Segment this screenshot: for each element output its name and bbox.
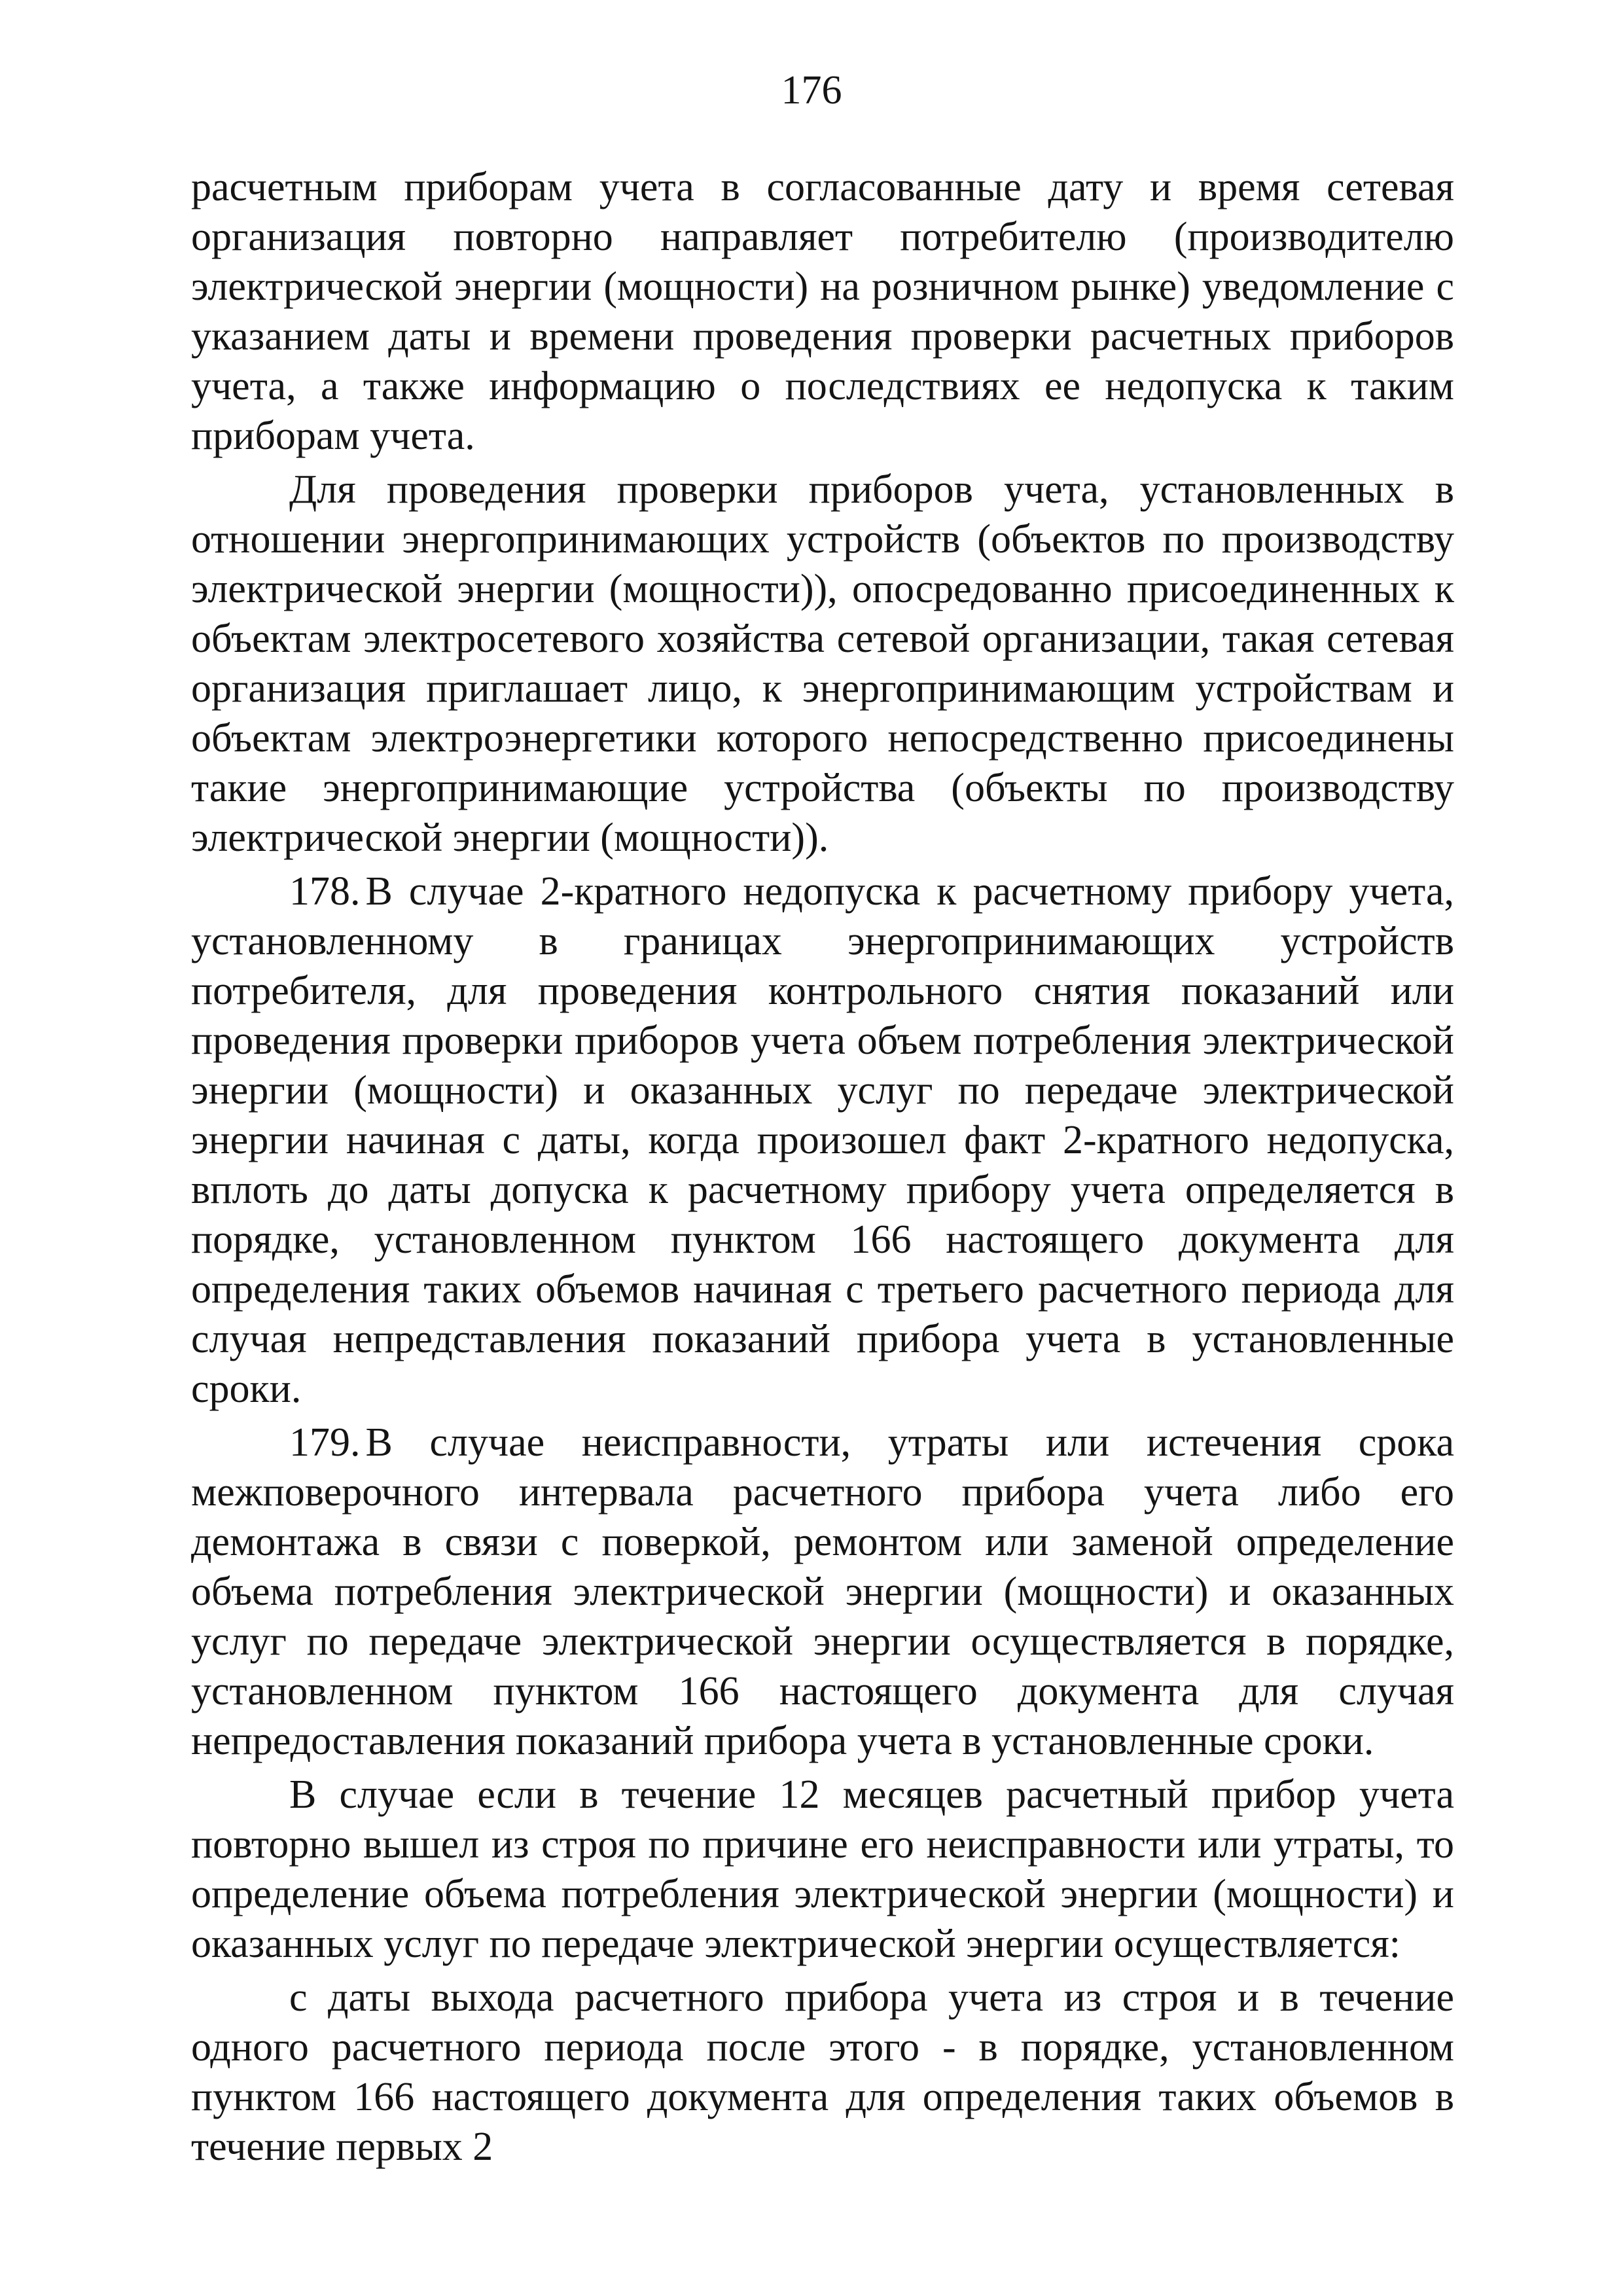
page-number: 176 [781,68,842,113]
clause-178 [191,867,1454,1414]
clause-178-number: 178. [289,869,361,914]
paragraph-inspection-invitation: Для проведения проверки приборов учета, установленных в отношении энергопринимающих устройств (объектов по производству электрической энергии (мощности)), опосредованно присоединенных к объектам электросетевого хозяйства сетевой организации, такая сетевая организация приглашает лицо, к энергопринимающим устройствам и объектам электроэнергетики которого непосредственно присоединены такие энергопринимающие устройства (объекты по производству электрической энергии (мощности)). [191,467,1454,860]
clause-179 [191,1418,1454,1766]
paragraph-continuation: расчетным приборам учета в согласованные дату и время сетевая организация повторно направляет потребителю (производителю электрической энергии (мощности) на розничном рынке) уведомление с указанием даты и времени проведения проверки расчетных приборов учета, а также информацию о последствиях ее недопуска к таким приборам учета. [191,165,1454,458]
clause-179-number: 179. [289,1420,361,1465]
clause-179-text: В случае неисправности, утраты или истечения срока межповерочного интервала расчетного прибора учета либо его демонтажа в связи с поверкой, ремонтом или заменой определение объема потребления электрической энергии (мощности) и оказанных услуг по передаче электрической энергии осуществляется в порядке, установленном пунктом 166 настоящего документа для случая непредоставления показаний прибора учета в установленные сроки. [191,1420,1454,1763]
clause-178-text: В случае 2-кратного недопуска к расчетному прибору учета, установленному в границах энергопринимающих устройств потребителя, для проведения контрольного снятия показаний или проведения проверки приборов учета объем потребления электрической энергии (мощности) и оказанных услуг по передаче электрической энергии начиная с даты, когда произошел факт 2-кратного недопуска, вплоть до даты допуска к расчетному прибору учета определяется в порядке, установленном пунктом 166 настоящего документа для определения таких объемов начиная с третьего расчетного периода для случая непредставления показаний прибора учета в установленные сроки. [191,869,1454,1411]
paragraph-from-failure-date: с даты выхода расчетного прибора учета из строя и в течение одного расчетного периода после этого - в порядке, установленном пунктом 166 настоящего документа для определения таких объемов в течение первых 2 [191,1975,1454,2169]
paragraph-repeated-failure: В случае если в течение 12 месяцев расчетный прибор учета повторно вышел из строя по причине его неисправности или утраты, то определение объема потребления электрической энергии (мощности) и оказанных услуг по передаче электрической энергии осуществляется: [191,1772,1454,1966]
page-body [191,162,1454,2176]
